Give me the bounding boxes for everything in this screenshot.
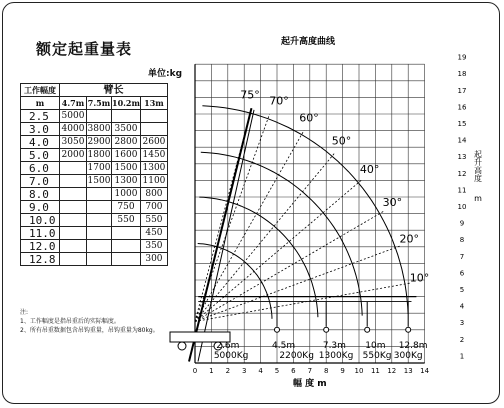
radius-cell: 11.0 xyxy=(21,227,60,240)
x-tick-label: 13 xyxy=(403,367,413,375)
marker-weight: 1300Kg xyxy=(318,351,354,362)
y-tick-label: 14 xyxy=(457,136,467,145)
load-cell: 5000 xyxy=(60,110,87,123)
y-axis-label: 起升高度 xyxy=(473,150,483,182)
note-line: 1、工作幅度是指吊重后的实际幅度。 xyxy=(20,318,120,325)
y-tick-label: 17 xyxy=(457,86,467,95)
load-cell: 2600 xyxy=(140,136,167,149)
x-tick-label: 4 xyxy=(258,367,263,375)
header-boom: 臂长 xyxy=(60,84,168,97)
boom-arc xyxy=(202,106,408,314)
angle-label: 20° xyxy=(399,232,419,246)
boom xyxy=(189,108,251,361)
angle-ray xyxy=(195,180,362,322)
y-tick-label: 2 xyxy=(459,335,465,344)
x-tick-label: 10 xyxy=(354,367,364,375)
boom-length: 7.5m xyxy=(87,97,111,108)
y-tick-label: 5 xyxy=(459,286,465,294)
truck-wheel xyxy=(178,342,186,350)
load-cell: 1500 xyxy=(87,175,111,186)
load-cell: 1000 xyxy=(112,188,141,201)
header-m: m xyxy=(21,97,60,110)
chart-title: 起升高度曲线 xyxy=(280,37,336,47)
x-tick-label: 2 xyxy=(225,367,231,375)
load-cell: 450 xyxy=(140,227,167,240)
radius-cell: 6.0 xyxy=(21,162,60,175)
load-cell: 1450 xyxy=(140,149,167,162)
y-tick-label: 3 xyxy=(459,319,465,328)
marker-radius: 7.3m xyxy=(322,341,346,352)
radius-cell: 5.0 xyxy=(21,149,60,162)
angle-label: 40° xyxy=(359,163,380,177)
hook-icon xyxy=(406,327,411,332)
y-tick-label: 7 xyxy=(459,252,465,261)
angle-ray xyxy=(195,246,400,322)
y-tick-label: 8 xyxy=(459,236,465,245)
load-cell: 1800 xyxy=(87,149,111,160)
load-cell: 550 xyxy=(140,214,167,227)
angle-label: 70° xyxy=(269,94,289,108)
boom-arc xyxy=(201,152,362,315)
y-tick-label: 9 xyxy=(459,219,465,228)
load-cell: 300 xyxy=(140,253,167,266)
radius-cell: 7.0 xyxy=(21,175,60,188)
y-axis-unit: m xyxy=(474,194,482,203)
x-tick-label: 14 xyxy=(420,367,430,375)
load-cell: 2000 xyxy=(60,149,87,162)
marker-weight: 300Kg xyxy=(393,351,423,362)
x-tick-label: 3 xyxy=(241,367,247,375)
header-radius: 工作幅度 xyxy=(21,84,60,97)
y-tick-label: 10 xyxy=(457,203,467,211)
load-cell: 800 xyxy=(140,188,167,201)
x-tick-label: 9 xyxy=(340,367,345,375)
load-cell: 1300 xyxy=(112,175,141,188)
y-tick-label: 18 xyxy=(457,70,467,79)
load-cell: 4000 xyxy=(60,123,87,136)
x-tick-label: 0 xyxy=(192,367,198,375)
load-cell: 1600 xyxy=(112,149,141,162)
y-tick-label: 13 xyxy=(457,153,467,162)
y-tick-label: 19 xyxy=(457,53,467,62)
y-tick-label: 6 xyxy=(459,269,465,278)
x-tick-label: 12 xyxy=(387,367,397,375)
marker-weight: 5000Kg xyxy=(213,351,249,362)
x-tick-label: 5 xyxy=(274,367,280,375)
x-tick-label: 6 xyxy=(291,367,296,375)
radius-cell: 3.0 xyxy=(21,123,60,136)
marker-radius: 12.8m xyxy=(398,341,428,352)
x-axis-label: 幅 度 m xyxy=(292,379,327,389)
load-cell: 1500 xyxy=(112,162,141,175)
radius-cell: 10.0 xyxy=(21,214,60,227)
y-tick-label: 15 xyxy=(457,120,467,128)
boom-arc xyxy=(199,197,318,317)
load-cell: 3500 xyxy=(112,123,141,136)
load-cell: 550 xyxy=(112,214,141,227)
hook-icon xyxy=(324,327,329,332)
load-cell: 2900 xyxy=(87,136,111,147)
load-cell: 750 xyxy=(112,201,141,214)
y-tick-label: 12 xyxy=(457,169,467,178)
marker-radius: 4.5m xyxy=(272,341,296,352)
notes-label: 注: xyxy=(20,309,29,316)
boom xyxy=(198,110,254,362)
y-tick-label: 11 xyxy=(457,186,467,195)
hook-icon xyxy=(275,327,280,332)
boom-length: 13m xyxy=(140,97,167,110)
x-tick-label: 11 xyxy=(370,367,380,375)
angle-label: 75° xyxy=(240,88,260,102)
load-cell: 2800 xyxy=(112,136,141,149)
y-tick-label: 1 xyxy=(459,352,465,361)
boom-length: 4.7m xyxy=(60,97,87,110)
load-cell: 3050 xyxy=(60,136,87,149)
radius-cell: 12.8 xyxy=(21,253,60,266)
note-line: 2、所有吊重数据包含吊钩重量，吊钩重量为80kg。 xyxy=(20,327,159,334)
x-tick-label: 8 xyxy=(323,367,329,375)
radius-cell: 12.0 xyxy=(21,240,60,253)
load-cell: 1700 xyxy=(87,162,111,173)
x-tick-label: 7 xyxy=(307,367,313,375)
y-tick-label: 16 xyxy=(457,103,467,112)
radius-cell: 8.0 xyxy=(21,188,60,201)
load-cell: 350 xyxy=(140,240,167,253)
angle-label: 50° xyxy=(331,134,352,148)
angle-label: 60° xyxy=(299,111,319,125)
table-unit: 单位:kg xyxy=(148,69,183,79)
marker-weight: 2200Kg xyxy=(279,351,314,362)
marker-weight: 550Kg xyxy=(362,351,392,362)
x-tick-label: 1 xyxy=(209,367,214,375)
angle-label: 10° xyxy=(409,271,430,285)
radius-cell: 2.5 xyxy=(21,110,60,123)
load-cell: 1300 xyxy=(140,162,167,175)
load-cell: 3800 xyxy=(87,123,111,134)
angle-ray xyxy=(195,211,384,321)
table-title: 额定起重量表 xyxy=(36,40,133,58)
boom-length: 10.2m xyxy=(112,97,140,108)
marker-radius: 10m xyxy=(365,341,386,352)
radius-cell: 4.0 xyxy=(21,136,60,149)
hook-icon xyxy=(365,327,370,332)
radius-cell: 9.0 xyxy=(21,201,60,214)
load-cell: 1100 xyxy=(140,175,167,188)
angle-label: 30° xyxy=(382,196,403,210)
y-tick-label: 4 xyxy=(459,302,465,311)
load-cell: 700 xyxy=(140,201,167,214)
marker-radius: 2.6m xyxy=(216,341,240,352)
